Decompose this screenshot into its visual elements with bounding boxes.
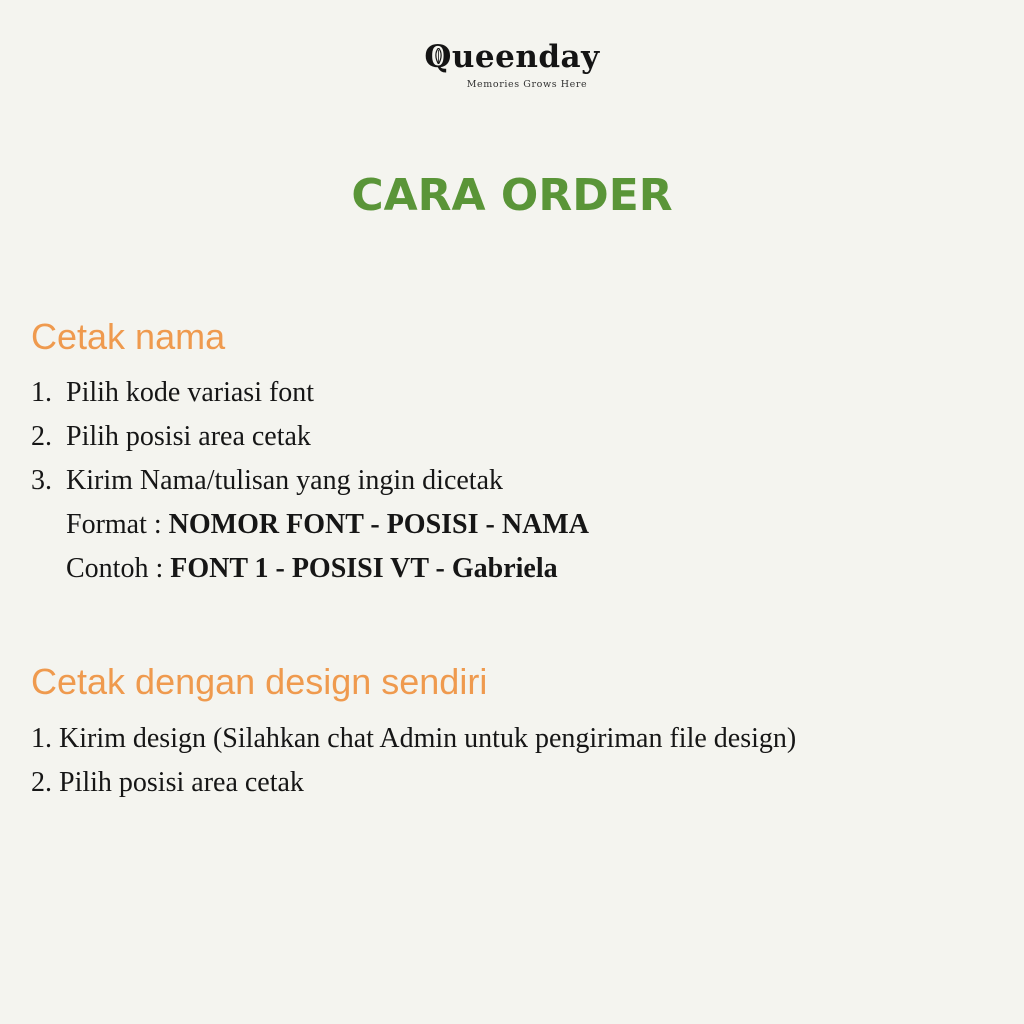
section-title-cetak-design: Cetak dengan design sendiri xyxy=(31,661,488,702)
format-line xyxy=(31,503,589,547)
cetak-nama-steps xyxy=(31,371,589,591)
section-title-cetak-nama: Cetak nama xyxy=(31,316,226,357)
format-label: Format : xyxy=(66,509,169,540)
step-text: Kirim design (Silahkan chat Admin untuk pengiriman file design) xyxy=(59,723,797,754)
cetak-design-steps xyxy=(31,717,796,805)
list-item xyxy=(31,761,796,805)
list-item xyxy=(31,371,589,415)
brand-name-rest: ueenday xyxy=(451,39,600,75)
list-item xyxy=(31,717,796,761)
step-number: 1. xyxy=(31,377,52,408)
page-title: CARA ORDER xyxy=(351,170,673,221)
list-item xyxy=(31,415,589,459)
list-item xyxy=(31,459,589,503)
format-value: NOMOR FONT - POSISI - NAMA xyxy=(168,509,589,540)
step-number: 3. xyxy=(31,465,52,496)
logo-q-letter: Q xyxy=(424,39,452,75)
leaf-icon xyxy=(434,48,443,64)
brand-logo xyxy=(0,38,1024,90)
example-value: FONT 1 - POSISI VT - Gabriela xyxy=(170,553,558,584)
brand-name xyxy=(0,38,1024,76)
step-text: Pilih kode variasi font xyxy=(66,377,315,408)
step-number: 2. xyxy=(31,421,52,452)
example-label: Contoh : xyxy=(66,553,171,584)
step-number: 1. xyxy=(31,723,52,754)
brand-tagline: Memories Grows Here xyxy=(466,79,588,90)
step-text: Kirim Nama/tulisan yang ingin dicetak xyxy=(66,465,504,496)
step-text: Pilih posisi area cetak xyxy=(59,767,304,798)
example-line xyxy=(31,547,589,591)
step-number: 2. xyxy=(31,767,52,798)
step-text: Pilih posisi area cetak xyxy=(66,421,311,452)
